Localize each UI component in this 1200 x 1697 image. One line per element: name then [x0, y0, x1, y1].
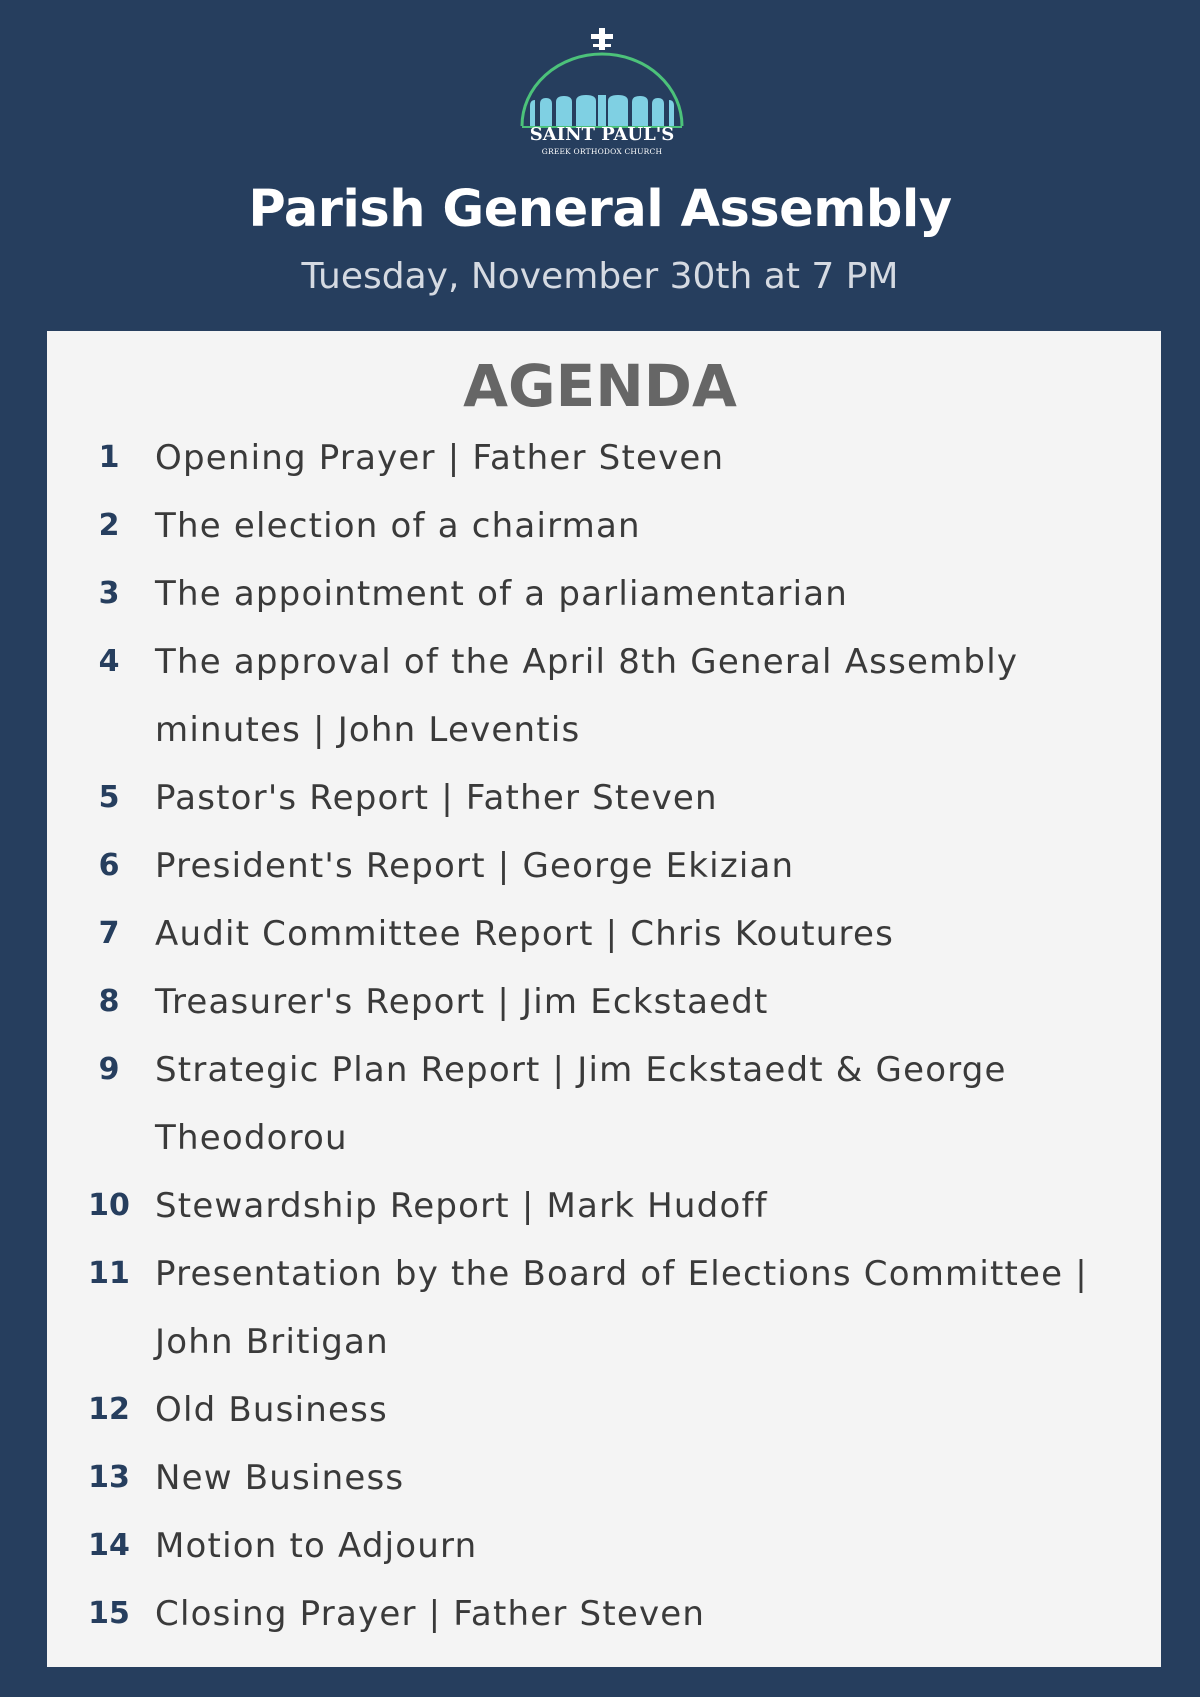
agenda-item-number: 7: [98, 916, 120, 951]
event-date: Tuesday, November 30th at 7 PM: [301, 256, 899, 297]
agenda-item-text: The election of a chairman: [155, 506, 641, 546]
agenda-item-text: Treasurer's Report | Jim Eckstaedt: [155, 982, 769, 1022]
agenda-item-text: Opening Prayer | Father Steven: [155, 438, 725, 478]
agenda-item-text: Closing Prayer | Father Steven: [155, 1594, 706, 1634]
agenda-item-text: President's Report | George Ekizian: [155, 846, 795, 886]
agenda-item-text: Presentation by the Board of Elections Committee |: [155, 1254, 1088, 1294]
agenda-item-number: 13: [88, 1460, 130, 1495]
agenda-item-text: The appointment of a parliamentarian: [155, 574, 849, 614]
agenda-item-text-continued: Theodorou: [155, 1118, 348, 1158]
event-title: Parish General Assembly: [248, 180, 952, 239]
logo-church-name: SAINT PAUL'S: [529, 124, 675, 145]
agenda-item-text: Old Business: [155, 1390, 388, 1430]
agenda-item-text: Pastor's Report | Father Steven: [155, 778, 718, 818]
agenda-item-number: 5: [98, 780, 120, 815]
agenda-item-number: 12: [88, 1392, 130, 1427]
agenda-item-text-continued: minutes | John Leventis: [155, 710, 581, 750]
agenda-item-text: New Business: [155, 1458, 405, 1498]
agenda-item-number: 4: [98, 644, 120, 679]
agenda-item-text: Strategic Plan Report | Jim Eckstaedt & George: [155, 1050, 1007, 1090]
agenda-item-text-continued: John Britigan: [155, 1322, 389, 1362]
agenda-item-number: 3: [98, 576, 120, 611]
agenda-item-number: 10: [88, 1188, 130, 1223]
agenda-item-number: 1: [98, 440, 120, 475]
logo-church-subtitle: GREEK ORTHODOX CHURCH: [541, 147, 663, 156]
agenda-item-number: 14: [88, 1528, 130, 1563]
agenda-item-text: The approval of the April 8th General Assembly: [155, 642, 1019, 682]
agenda-item-number: 6: [98, 848, 120, 883]
agenda-item-number: 9: [98, 1052, 120, 1087]
agenda-item-text: Stewardship Report | Mark Hudoff: [155, 1186, 768, 1226]
agenda-item-text: Motion to Adjourn: [155, 1526, 478, 1566]
agenda-title: AGENDA: [463, 352, 737, 420]
agenda-item-number: 11: [88, 1256, 130, 1291]
agenda-item-text: Audit Committee Report | Chris Koutures: [155, 914, 895, 954]
agenda-item-number: 8: [98, 984, 120, 1019]
agenda-item-number: 2: [98, 508, 120, 543]
agenda-item-number: 15: [88, 1596, 130, 1631]
